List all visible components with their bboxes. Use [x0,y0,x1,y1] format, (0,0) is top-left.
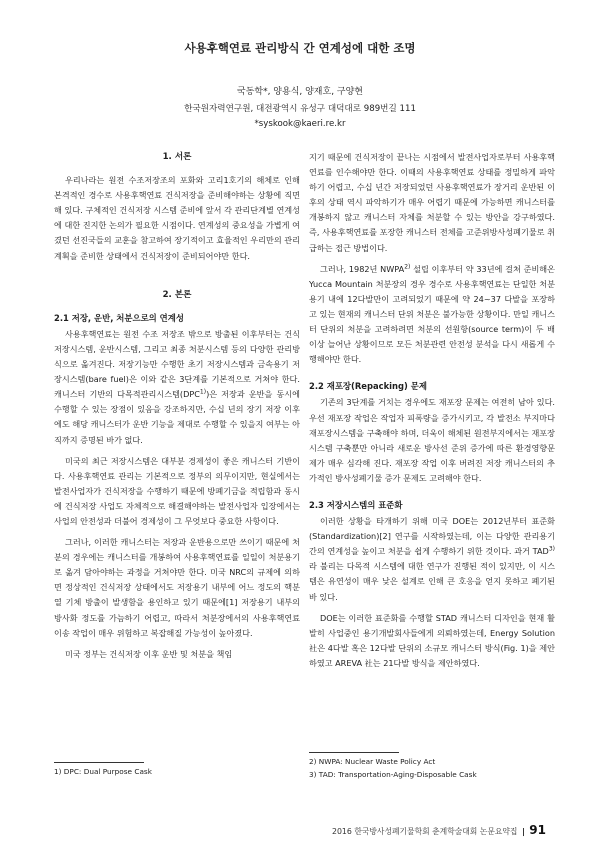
paragraph-text: 사용후핵연료는 원전 수조 저장조 밖으로 방출된 이후부터는 건식저장시스템, 운반시스템, 그리고 최종 처분시스템 등의 다양한 관리방식으로 옮겨진다. 저장기능만 수행한 초기 저장시스템과 금속용기 저장시스템(bare fuel)은 이와 같은 3단계를 기본적으로 거쳐야 한다. 캐니스터 기반의 다목적관리시스템(DPC [54,328,300,400]
footnote-marker: 3) [548,545,555,553]
corresponding-email: *syskook@kaeri.re.kr [254,119,346,129]
paragraph-2-3-a [309,514,555,605]
subsection-heading-2-2: 2.2 재포장(Repacking) 문제 [309,381,427,392]
paragraph-2-3-b: DOE는 이러한 표준화를 수행할 STAD 캐니스터 디자인을 현재 활발히 사업중인 용기개발회사들에게 의뢰하였는데, Energy Solution 社은 4다발 혹은 12다발 단위의 소규모 캐니스터 방식(Fig. 1)을 제안하였고 AREVA 社는 21다발 방식을 제안하였다. [309,612,555,668]
footnote-1: 1) DPC: Dual Purpose Cask [54,767,152,776]
right-column [309,150,555,677]
paragraph-2-2: 기존의 3단계를 거치는 경우에도 재포장 문제는 여전히 남아 있다. 우선 재포장 작업은 작업자 피폭량을 증가시키고, 각 발전소 부지마다 재포장시스템을 구축해야 하며, 더욱이 해체된 원전부지에서는 재포장 시스템 구축뿐만 아니라 새로운 방사선 준위 증가에 따른 환경영향문제가 매우 심각해 진다. 재포장 작업 이후 버려진 저장 캐니스터의 추가적인 방사성폐기물 증가 문제도 고려해야 한다. [309,397,555,483]
paragraph-2-1-a [54,327,300,448]
paragraph-text: 설립 이후부터 약 33년에 걸쳐 준비해온 Yucca Mountain 처분장의 경우 경수로 사용후핵연료는 단일한 처분용기 내에 12다발만이 고려되었기 때문에 약 24~37 다발을 포장하고 있는 현재의 캐니스터 단위 처분은 불가능한 상황이다. 만일 캐니스터 단위의 처분을 고려하려면 처분의 선원항(source term)이 두 배 이상 늘어난 상황이므로 모든 처분관련 안전성 분석을 다시 새롭게 수행해야만 한다. [309,263,555,365]
paragraph-continued: 지기 때문에 건식저장이 끝나는 시점에서 발전사업자로부터 사용후핵연료를 인수해야만 한다. 이때의 사용후핵연료 상태를 정밀하게 파악하기 어렵고, 수십 년간 저장되었던 사용후핵연료가 장거리 운반된 이후의 상태 역시 파악하기가 매우 어렵기 때문에 가능하면 캐니스터를 개봉하지 않고 캐니스터 자체를 처분할 수 있는 방안을 강구하였다. 즉, 사용후핵연료를 포장한 캐니스터 전체를 고준위방사성폐기물로 취급하는 접근 방법이다. [309,152,555,253]
paragraph-text: 라 불리는 다목적 시스템에 대한 연구가 진행된 적이 있지만, 이 시스템은 유연성이 매우 낮은 설계로 인해 큰 호응을 얻지 못하고 폐기된 바 있다. [309,561,555,602]
subsection-heading-2-1: 2.1 저장, 운반, 처분으로의 연계성 [54,312,184,323]
footnote-marker: 1) [199,388,207,396]
paper-title: 사용후핵연료 관리방식 간 연계성에 대한 조명 [184,41,416,55]
footnote-3: 3) TAD: Transportation-Aging-Disposable Cask [309,770,477,779]
footnote-rule-left [54,762,144,763]
footer-separator: | [521,827,525,836]
affiliation: 한국원자력연구원, 대전광역시 유성구 대덕대로 989번길 111 [184,104,416,114]
paragraph-2-1-b: 미국의 최근 저장시스템은 대부분 경제성이 좋은 캐니스터 기반이다. 사용후핵연료 관리는 기본적으로 정부의 의무이지만, 현실에서는 발전사업자가 건식저장을 수행하기 때문에 방폐기금을 적립함과 동시에 건식저장 사업도 자체적으로 해결해야하는 발전사업자 입장에서는 사업의 안전성과 더불어 경제성이 그 무엇보다 중요한 사항이다. [54,455,300,526]
subsection-heading-2-3: 2.3 저장시스템의 표준화 [309,499,403,510]
section-heading-intro: 1. 서론 [162,152,192,162]
paragraph-text: 이러한 상황을 타개하기 위해 미국 DOE는 2012년부터 표준화(Standardization)[2] 연구를 시작하였는데, 이는 다양한 관리용기간의 연계성을 높이고 처분을 쉽게 수행하기 위한 것이다. 과거 TAD [309,516,555,557]
paragraph-2-1-d: 미국 정부는 건식저장 이후 운반 및 처분을 책임 [65,648,233,659]
footnote-rule-right [309,752,399,753]
page-footer [330,823,546,837]
section-heading-body: 2. 본론 [162,289,192,300]
paragraph-nwpa [309,262,555,368]
author-list: 국동학*, 양용식, 양재호, 구양현 [237,87,363,97]
footer-proceedings-title: 2016 한국방사성폐기물학회 춘계학술대회 논문요약집 [332,827,518,836]
page-number: 91 [529,823,546,837]
intro-paragraph: 우리나라는 원전 수조저장조의 포화와 고리1호기의 해체로 인해 본격적인 경수로 사용후핵연료 건식저장을 준비해야하는 상황에 직면해 있다. 구체적인 건식저장 시스템 준비에 앞서 각 관리단계별 연계성에 대한 진지한 논의가 필요한 시점이다. 연계성의 중요성을 가볍게 여겼던 선진국들의 교훈을 참고하여 장기적이고 효율적인 우리만의 관리계획을 준비한 상태에서 건식저장이 준비되어야만 한다. [54,175,300,261]
footnote-2: 2) NWPA: Nuclear Waste Policy Act [309,757,436,766]
paragraph-text: 그러나, 1982년 NWPA [320,263,405,274]
left-column [54,150,300,668]
footnote-marker: 2) [404,262,411,270]
paragraph-2-1-c: 그러나, 이러한 캐니스터는 저장과 운반용으로만 쓰이기 때문에 처분의 경우에는 캐니스터를 개봉하여 사용후핵연료를 일일이 처분용기로 옮겨 담아야하는 과정을 거쳐야만 한다. 미국 NRC의 규제에 의하면 정상적인 건식저장 상태에서도 저장용기 내부에 어느 정도의 핵분열 기체 방출이 발생함을 용인하고 있기 때문에[1] 저장용기 내부의 방사화 정도를 가늠하기 어렵고, 따라서 처분장에서의 사용후핵연료 이송 작업이 매우 위험하고 복잡해질 가능성이 높아졌다. [54,537,300,638]
paragraph-text: )은 저장과 운반을 동시에 수행할 수 있는 장점이 있음을 강조하지만, 수십 년의 장기 저장 이후에도 해당 캐니스터가 운반 기능을 제대로 수행할 수 있을지 여부는 아직까지 증명된 바가 없다. [54,389,300,445]
